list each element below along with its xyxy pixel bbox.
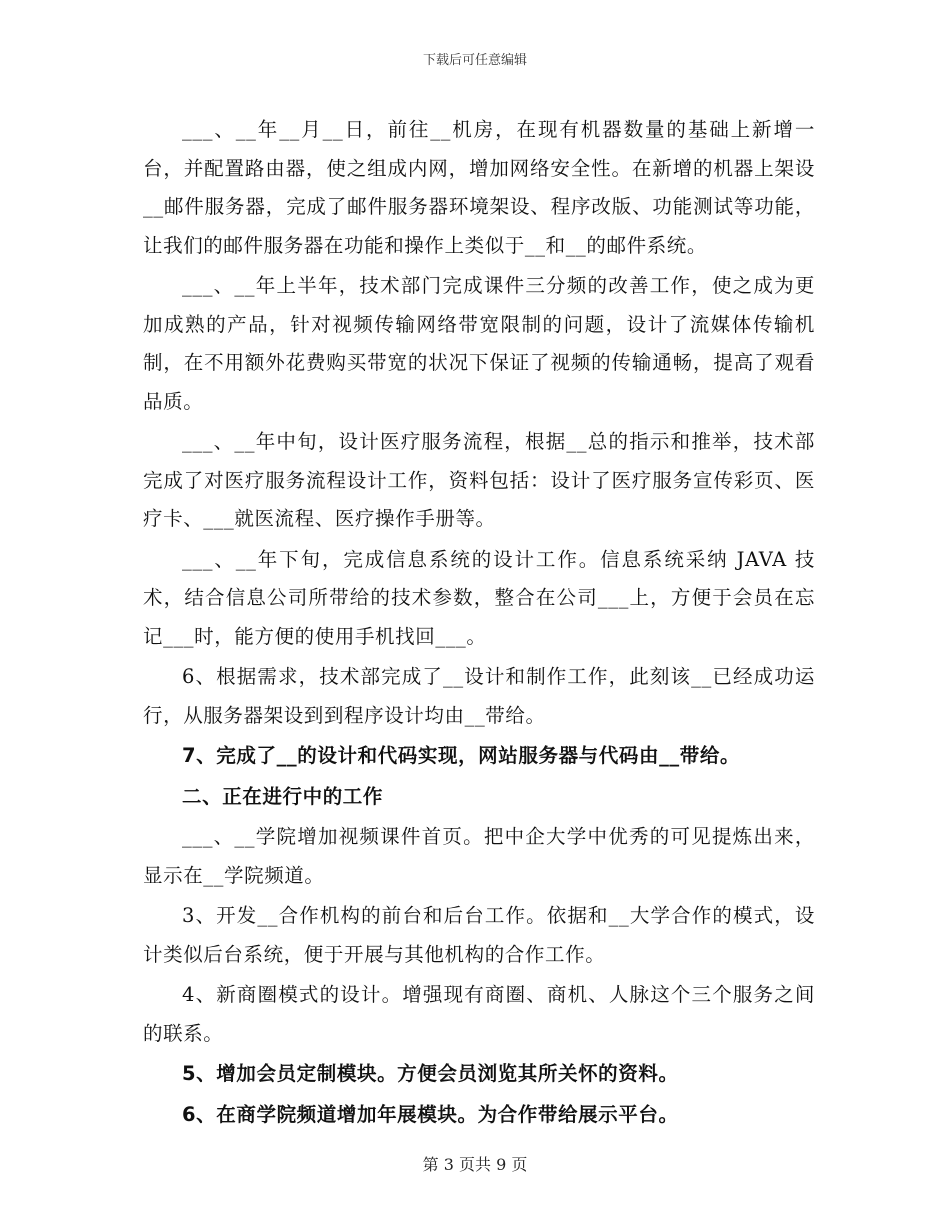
document-body (143, 111, 815, 1136)
paragraph-item-5: 5、增加会员定制模块。方便会员浏览其所关怀的资料。 (182, 1062, 679, 1085)
page-footer: 第 3 页共 9 页 (422, 1155, 528, 1174)
paragraph-item-7: 7、完成了__的设计和代码实现，网站服务器与代码由__带给。 (182, 744, 741, 767)
paragraph-item-6: 6、根据需求，技术部完成了__设计和制作工作，此刻该__已经成功运行，从服务器架设到到程序设计均由__带给。 (143, 665, 815, 727)
paragraph-information-system: ___、__年下旬，完成信息系统的设计工作。信息系统采纳 JAVA 技术，结合信息公司所带给的技术参数，整合在公司___上，方便于会员在忘记___时，能方便的使用手机找回___。 (143, 547, 815, 648)
section-heading-in-progress: 二、正在进行中的工作 (182, 784, 384, 808)
paragraph-server-setup: ___、__年__月__日，前往__机房，在现有机器数量的基础上新增一台，并配置路由器，使之组成内网，增加网络安全性。在新增的机器上架设__邮件服务器，完成了邮件服务器环境架设、程序改版、功能测试等功能，让我们的邮件服务器在功能和操作上类似于__和__的邮件系统。 (143, 118, 815, 257)
paragraph-item-3: 3、开发__合作机构的前台和后台工作。依据和__大学合作的模式，设计类似后台系统，便于开展与其他机构的合作工作。 (143, 904, 815, 966)
paragraph-medical-service-flow: ___、__年中旬，设计医疗服务流程，根据__总的指示和推举，技术部完成了对医疗服务流程设计工作，资料包括：设计了医疗服务宣传彩页、医疗卡、___就医流程、医疗操作手册等。 (143, 430, 815, 530)
page-header: 下载后可任意编辑 (422, 53, 527, 68)
paragraph-item-4: 4、新商圈模式的设计。增强现有商圈、商机、人脉这个三个服务之间的联系。 (143, 983, 815, 1045)
paragraph-item-6-exhibition: 6、在商学院频道增加年展模块。为合作带给展示平台。 (182, 1102, 679, 1126)
paragraph-courseware-improvement: ___、__年上半年，技术部门完成课件三分频的改善工作，使之成为更加成熟的产品，针对视频传输网络带宽限制的问题，设计了流媒体传输机制，在不用额外花费购买带宽的状况下保证了视频的传输通畅，提高了观看品质。 (143, 274, 815, 413)
paragraph-video-homepage: ___、__学院增加视频课件首页。把中企大学中优秀的可见提炼出来，显示在__学院频道。 (143, 825, 815, 887)
